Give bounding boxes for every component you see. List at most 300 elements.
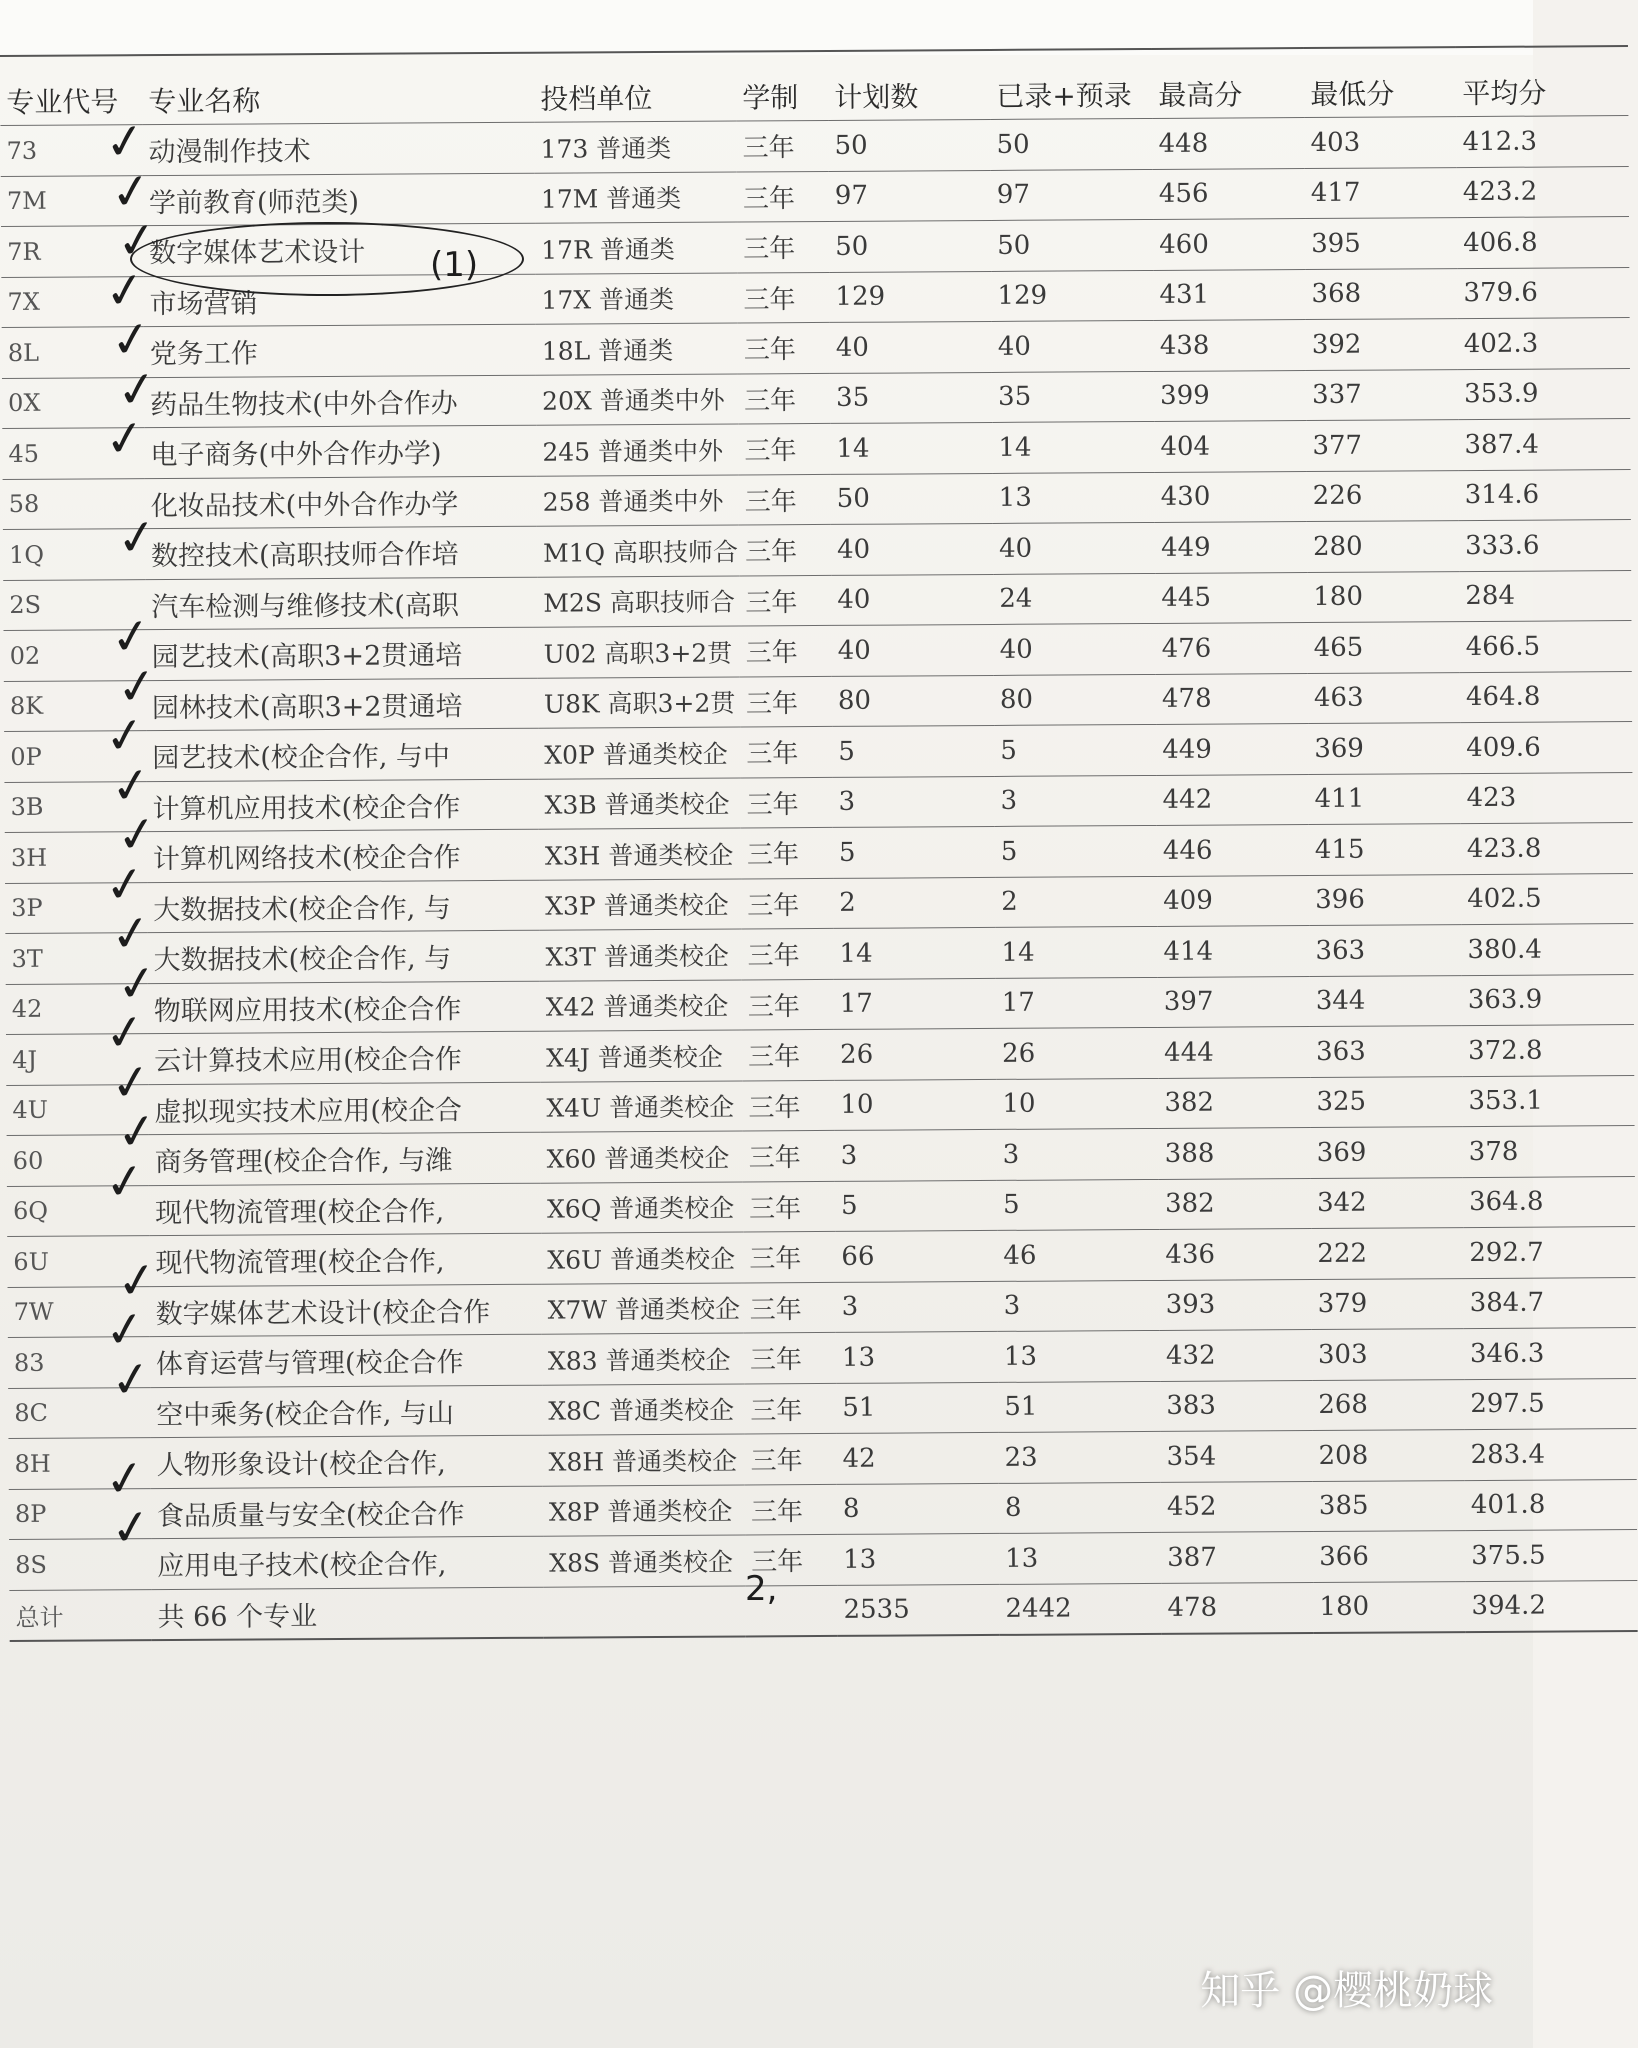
- cell-plan: 66: [835, 1230, 997, 1281]
- cell-min: 377: [1306, 420, 1458, 471]
- cell-min: 395: [1305, 218, 1457, 269]
- cell-avg: 406.8: [1457, 217, 1629, 269]
- cell-min: 366: [1313, 1531, 1465, 1582]
- cell-system: 三年: [744, 1383, 836, 1434]
- cell-system: 三年: [740, 726, 832, 777]
- cell-avg: 423.8: [1461, 823, 1633, 875]
- cell-admitted: 40: [992, 320, 1154, 371]
- cell-unit: U02 高职3+2贯: [538, 626, 740, 678]
- cell-admitted: 5: [997, 1179, 1159, 1230]
- cell-name: 化妆品技术(中外合作办学: [145, 476, 537, 529]
- cell-admitted: 13: [998, 1330, 1160, 1381]
- cell-code: 3T: [5, 933, 147, 984]
- checkmark-icon: ✓: [113, 804, 161, 866]
- cell-min: 396: [1309, 874, 1461, 925]
- cell-code: 8L: [2, 327, 144, 378]
- cell-unit: M2S 高职技师合: [537, 575, 739, 627]
- cell-system: 三年: [741, 827, 833, 878]
- cell-name: 园艺技术(校企合作, 与中: [146, 728, 538, 781]
- cell-admitted: 23: [998, 1431, 1160, 1482]
- cell-max: 452: [1161, 1481, 1313, 1532]
- cell-plan: 14: [830, 422, 992, 473]
- cell-max: 446: [1157, 825, 1309, 876]
- cell-max: 478: [1156, 673, 1308, 724]
- cell-system: 三年: [742, 979, 834, 1030]
- checkmark-icon: ✓: [101, 1299, 149, 1361]
- cell-avg: 379.6: [1457, 267, 1629, 319]
- total-name: 共 66 个专业: [151, 1587, 543, 1640]
- cell-unit: X42 普通类校企: [540, 979, 742, 1031]
- cell-plan: 80: [832, 675, 994, 726]
- cell-code: 8P: [9, 1488, 151, 1539]
- cell-max: 442: [1156, 774, 1308, 825]
- cell-system: 三年: [744, 1332, 836, 1383]
- cell-avg: 283.4: [1464, 1429, 1636, 1481]
- cell-admitted: 129: [991, 270, 1153, 321]
- cell-name: 数字媒体艺术设计: [143, 223, 535, 276]
- cell-name: 商务管理(校企合作, 与潍: [149, 1132, 541, 1185]
- cell-avg: 423.2: [1457, 166, 1629, 218]
- table-header-row: [0, 46, 1628, 125]
- header-system: 学制: [736, 51, 828, 121]
- cell-system: 三年: [738, 322, 830, 373]
- total-avg: 394.2: [1465, 1580, 1637, 1632]
- cell-unit: X7W 普通类校企: [542, 1282, 744, 1334]
- cell-max: 448: [1152, 118, 1304, 169]
- cell-plan: 3: [836, 1281, 998, 1332]
- total-code: 总计: [9, 1589, 151, 1641]
- cell-admitted: 26: [996, 1027, 1158, 1078]
- checkmark-icon: ✓: [107, 1348, 155, 1411]
- checkmark-icon: ✓: [113, 1249, 161, 1312]
- cell-name: 云计算技术应用(校企合作: [148, 1031, 540, 1084]
- checkmark-icon: ✓: [113, 952, 161, 1015]
- cell-min: 280: [1307, 521, 1459, 572]
- cell-unit: X3H 普通类校企: [539, 828, 741, 880]
- cell-admitted: 8: [999, 1482, 1161, 1533]
- cell-min: 363: [1309, 925, 1461, 976]
- cell-unit: 245 普通类中外: [536, 424, 738, 476]
- cell-plan: 40: [832, 624, 994, 675]
- total-row: [9, 1580, 1637, 1641]
- cell-system: 三年: [739, 575, 831, 626]
- cell-plan: 50: [831, 473, 993, 524]
- cell-unit: 17X 普通类: [535, 272, 737, 324]
- checkmark-icon: ✓: [101, 408, 149, 470]
- cell-avg: 364.8: [1463, 1176, 1635, 1228]
- cell-name: 数控技术(高职技师合作培: [145, 526, 537, 579]
- cell-max: 404: [1154, 421, 1306, 472]
- cell-name: 人物形象设计(校企合作,: [150, 1435, 542, 1488]
- cell-min: 325: [1310, 1076, 1462, 1127]
- cell-avg: 401.8: [1465, 1479, 1637, 1531]
- cell-unit: X8P 普通类校企: [543, 1484, 745, 1536]
- cell-max: 436: [1159, 1229, 1311, 1280]
- total-admitted: 2442: [999, 1583, 1161, 1635]
- cell-avg: 380.4: [1461, 924, 1633, 976]
- cell-unit: X0P 普通类校企: [538, 727, 740, 779]
- cell-unit: X8H 普通类校企: [542, 1434, 744, 1486]
- cell-max: 430: [1155, 471, 1307, 522]
- cell-plan: 129: [829, 271, 991, 322]
- cell-plan: 3: [835, 1129, 997, 1180]
- cell-avg: 363.9: [1462, 974, 1634, 1026]
- cell-admitted: 13: [993, 472, 1155, 523]
- cell-system: 三年: [744, 1433, 836, 1484]
- cell-code: 7R: [1, 226, 143, 277]
- cell-system: 三年: [742, 1029, 834, 1080]
- checkmark-icon: ✓: [101, 853, 149, 916]
- checkmark-icon: ✓: [101, 1002, 149, 1064]
- cell-max: 393: [1160, 1279, 1312, 1330]
- cell-unit: X3P 普通类校企: [539, 878, 741, 930]
- cell-name: 空中乘务(校企合作, 与山: [150, 1385, 542, 1438]
- checkmark-icon: ✓: [107, 606, 155, 668]
- cell-name: 体育运营与管理(校企合作: [150, 1334, 542, 1387]
- checkmark-icon: ✓: [113, 358, 161, 421]
- cell-system: 三年: [741, 928, 833, 979]
- cell-code: 60: [7, 1135, 149, 1186]
- cell-plan: 40: [830, 321, 992, 372]
- cell-min: 417: [1305, 167, 1457, 218]
- cell-name: 应用电子技术(校企合作,: [151, 1536, 543, 1589]
- cell-admitted: 80: [994, 674, 1156, 725]
- cell-admitted: 14: [992, 421, 1154, 472]
- cell-system: 三年: [739, 524, 831, 575]
- cell-unit: X6U 普通类校企: [541, 1232, 743, 1284]
- checkmark-icon: ✓: [107, 1497, 155, 1559]
- cell-unit: 20X 普通类中外: [536, 373, 738, 425]
- cell-avg: 375.5: [1465, 1530, 1637, 1582]
- cell-unit: M1Q 高职技师合: [537, 525, 739, 577]
- header-unit: 投档单位: [534, 52, 736, 123]
- cell-avg: 297.5: [1464, 1378, 1636, 1430]
- cell-max: 444: [1158, 1027, 1310, 1078]
- cell-code: 7M: [1, 175, 143, 226]
- cell-code: 4J: [6, 1034, 148, 1085]
- cell-max: 445: [1155, 572, 1307, 623]
- cell-code: 8S: [9, 1539, 151, 1590]
- cell-avg: 384.7: [1463, 1277, 1635, 1329]
- cell-max: 460: [1153, 219, 1305, 270]
- cell-system: 三年: [737, 221, 829, 272]
- cell-max: 387: [1161, 1532, 1313, 1583]
- cell-avg: 409.6: [1460, 722, 1632, 774]
- cell-admitted: 13: [999, 1532, 1161, 1583]
- total-unit: [543, 1585, 745, 1637]
- header-name: 专业名称: [142, 53, 534, 125]
- cell-min: 222: [1311, 1228, 1463, 1279]
- cell-code: 02: [4, 630, 146, 681]
- total-plan: 2535: [837, 1584, 999, 1636]
- cell-admitted: 14: [995, 926, 1157, 977]
- cell-unit: 17R 普通类: [535, 222, 737, 274]
- checkmark-icon: ✓: [107, 160, 155, 223]
- cell-code: 8H: [8, 1438, 150, 1489]
- cell-plan: 14: [833, 927, 995, 978]
- cell-system: 三年: [738, 373, 830, 424]
- cell-unit: 17M 普通类: [535, 172, 737, 224]
- header-avg: 平均分: [1456, 46, 1628, 117]
- cell-admitted: 40: [993, 522, 1155, 573]
- checkmark-icon: ✓: [107, 309, 155, 371]
- checkmark-icon: ✓: [101, 111, 149, 173]
- cell-avg: 353.1: [1462, 1075, 1634, 1127]
- cell-min: 369: [1308, 723, 1460, 774]
- cell-code: 6U: [7, 1236, 149, 1287]
- cell-plan: 13: [836, 1331, 998, 1382]
- cell-name: 学前教育(师范类): [143, 173, 535, 226]
- cell-max: 382: [1159, 1178, 1311, 1229]
- cell-plan: 10: [834, 1079, 996, 1130]
- checkmark-icon: ✓: [113, 210, 161, 272]
- cell-unit: X4J 普通类校企: [540, 1030, 742, 1082]
- cell-unit: U8K 高职3+2贯: [538, 676, 740, 728]
- cell-plan: 26: [834, 1028, 996, 1079]
- cell-code: 45: [2, 428, 144, 479]
- header-code: 专业代号: [0, 55, 142, 125]
- cell-code: 6Q: [7, 1185, 149, 1236]
- cell-avg: 284: [1459, 570, 1631, 622]
- cell-min: 303: [1312, 1329, 1464, 1380]
- cell-min: 337: [1306, 369, 1458, 420]
- cell-name: 数字媒体艺术设计(校企合作: [150, 1284, 542, 1337]
- cell-max: 397: [1158, 976, 1310, 1027]
- cell-unit: X3T 普通类校企: [539, 929, 741, 981]
- cell-system: 三年: [737, 171, 829, 222]
- cell-min: 344: [1310, 975, 1462, 1026]
- cell-max: 432: [1160, 1330, 1312, 1381]
- cell-min: 342: [1311, 1177, 1463, 1228]
- cell-avg: 402.5: [1461, 873, 1633, 925]
- cell-avg: 314.6: [1459, 469, 1631, 521]
- cell-name: 现代物流管理(校企合作,: [149, 1233, 541, 1286]
- checkmark-icon: ✓: [107, 1051, 155, 1114]
- cell-avg: 466.5: [1459, 621, 1631, 673]
- total-max: 478: [1161, 1582, 1313, 1634]
- cell-plan: 40: [831, 523, 993, 574]
- cell-plan: 3: [832, 776, 994, 827]
- total-min: 180: [1313, 1581, 1465, 1633]
- cell-min: 411: [1308, 773, 1460, 824]
- cell-admitted: 24: [993, 573, 1155, 624]
- cell-min: 268: [1312, 1379, 1464, 1430]
- cell-avg: 412.3: [1456, 116, 1628, 168]
- cell-max: 476: [1155, 623, 1307, 674]
- cell-system: 三年: [740, 676, 832, 727]
- cell-code: 0X: [2, 377, 144, 428]
- cell-plan: 40: [831, 574, 993, 625]
- cell-min: 403: [1304, 117, 1456, 168]
- cell-admitted: 5: [995, 825, 1157, 876]
- cell-code: 83: [8, 1337, 150, 1388]
- cell-max: 449: [1156, 724, 1308, 775]
- header-min: 最低分: [1304, 47, 1456, 117]
- cell-min: 415: [1309, 824, 1461, 875]
- cell-max: 399: [1154, 370, 1306, 421]
- cell-name: 大数据技术(校企合作, 与: [147, 930, 539, 983]
- cell-code: 3B: [4, 781, 146, 832]
- cell-min: 369: [1311, 1127, 1463, 1178]
- cell-min: 392: [1306, 319, 1458, 370]
- cell-min: 465: [1307, 622, 1459, 673]
- checkmark-icon: ✓: [113, 507, 161, 569]
- cell-admitted: 17: [996, 977, 1158, 1028]
- pen-note-two: 2,: [745, 1569, 778, 1609]
- cell-avg: 378: [1463, 1126, 1635, 1178]
- cell-admitted: 35: [992, 371, 1154, 422]
- cell-avg: 423: [1460, 772, 1632, 824]
- cell-plan: 17: [834, 978, 996, 1029]
- cell-name: 园林技术(高职3+2贯通培: [146, 678, 538, 731]
- cell-code: 3H: [5, 832, 147, 883]
- cell-unit: X8C 普通类校企: [542, 1383, 744, 1435]
- cell-admitted: 97: [991, 169, 1153, 220]
- cell-max: 382: [1158, 1077, 1310, 1128]
- cell-plan: 2: [833, 877, 995, 928]
- cell-system: 三年: [740, 777, 832, 828]
- cell-unit: X3B 普通类校企: [538, 777, 740, 829]
- cell-max: 354: [1160, 1431, 1312, 1482]
- cell-unit: 173 普通类: [534, 121, 736, 173]
- cell-system: 三年: [743, 1231, 835, 1282]
- cell-plan: 97: [829, 170, 991, 221]
- cell-min: 463: [1308, 672, 1460, 723]
- cell-min: 368: [1305, 268, 1457, 319]
- cell-admitted: 5: [994, 724, 1156, 775]
- cell-min: 208: [1312, 1430, 1464, 1481]
- cell-plan: 8: [837, 1483, 999, 1534]
- cell-admitted: 50: [990, 118, 1152, 169]
- cell-plan: 35: [830, 372, 992, 423]
- header-admitted: 已录+预录: [990, 49, 1152, 119]
- cell-system: 三年: [744, 1282, 836, 1333]
- cell-name: 汽车检测与维修技术(高职: [145, 577, 537, 630]
- cell-name: 党务工作: [144, 324, 536, 377]
- checkmark-icon: ✓: [101, 1447, 149, 1510]
- cell-name: 虚拟现实技术应用(校企合: [148, 1082, 540, 1135]
- cell-admitted: 46: [997, 1229, 1159, 1280]
- cell-avg: 292.7: [1463, 1227, 1635, 1279]
- cell-system: 三年: [745, 1484, 837, 1535]
- pen-note-circled: (1): [430, 245, 479, 285]
- cell-max: 414: [1157, 926, 1309, 977]
- cell-unit: X4U 普通类校企: [540, 1080, 742, 1132]
- watermark-text: 知乎 @樱桃奶球: [1200, 1968, 1493, 2014]
- cell-name: 计算机网络技术(校企合作: [147, 829, 539, 882]
- cell-max: 383: [1160, 1380, 1312, 1431]
- cell-max: 438: [1154, 320, 1306, 371]
- cell-code: 4U: [6, 1084, 148, 1135]
- cell-name: 园艺技术(高职3+2贯通培: [146, 627, 538, 680]
- cell-min: 379: [1312, 1278, 1464, 1329]
- cell-name: 药品生物技术(中外合作办: [144, 375, 536, 428]
- cell-system: 三年: [745, 1534, 837, 1585]
- cell-unit: X83 普通类校企: [542, 1333, 744, 1385]
- header-max: 最高分: [1152, 48, 1304, 118]
- cell-max: 449: [1155, 522, 1307, 573]
- checkmark-icon: ✓: [107, 754, 155, 817]
- cell-name: 计算机应用技术(校企合作: [146, 779, 538, 832]
- cell-plan: 5: [832, 725, 994, 776]
- cell-admitted: 51: [998, 1381, 1160, 1432]
- cell-max: 456: [1153, 168, 1305, 219]
- cell-admitted: 3: [994, 775, 1156, 826]
- cell-min: 385: [1313, 1480, 1465, 1531]
- cell-admitted: 10: [996, 1078, 1158, 1129]
- cell-system: 三年: [737, 272, 829, 323]
- cell-plan: 5: [833, 826, 995, 877]
- cell-code: 1Q: [3, 529, 145, 580]
- cell-plan: 5: [835, 1180, 997, 1231]
- checkmark-icon: ✓: [113, 655, 161, 718]
- cell-plan: 42: [836, 1432, 998, 1483]
- cell-code: 58: [3, 478, 145, 529]
- cell-code: 8C: [8, 1387, 150, 1438]
- cell-code: 2S: [3, 579, 145, 630]
- cell-name: 电子商务(中外合作办学): [144, 425, 536, 478]
- cell-system: 三年: [738, 423, 830, 474]
- cell-unit: X60 普通类校企: [541, 1131, 743, 1183]
- checkmark-icon: ✓: [101, 259, 149, 322]
- cell-system: 三年: [741, 878, 833, 929]
- cell-name: 现代物流管理(校企合作,: [149, 1183, 541, 1236]
- cell-min: 226: [1307, 470, 1459, 521]
- cell-plan: 13: [837, 1533, 999, 1584]
- cell-name: 市场营销: [143, 274, 535, 327]
- cell-plan: 50: [828, 119, 990, 170]
- cell-min: 180: [1307, 571, 1459, 622]
- cell-code: 73: [0, 125, 142, 176]
- checkmark-icon: ✓: [101, 705, 149, 767]
- cell-code: 7X: [1, 276, 143, 327]
- cell-code: 7W: [8, 1286, 150, 1337]
- cell-name: 食品质量与安全(校企合作: [151, 1486, 543, 1539]
- cell-system: 三年: [742, 1080, 834, 1131]
- cell-name: 动漫制作技术: [142, 122, 534, 175]
- cell-max: 409: [1157, 875, 1309, 926]
- cell-system: 三年: [736, 120, 828, 171]
- cell-code: 0P: [4, 731, 146, 782]
- cell-admitted: 50: [991, 219, 1153, 270]
- cell-system: 三年: [739, 474, 831, 525]
- cell-plan: 51: [836, 1382, 998, 1433]
- header-plan: 计划数: [828, 50, 990, 120]
- cell-system: 三年: [743, 1130, 835, 1181]
- cell-avg: 333.6: [1459, 520, 1631, 572]
- checkmark-icon: ✓: [107, 903, 155, 965]
- cell-name: 大数据技术(校企合作, 与: [147, 880, 539, 933]
- cell-system: 三年: [743, 1181, 835, 1232]
- cell-avg: 346.3: [1464, 1328, 1636, 1380]
- cell-avg: 402.3: [1458, 318, 1630, 370]
- cell-code: 8K: [4, 680, 146, 731]
- cell-max: 431: [1153, 269, 1305, 320]
- cell-admitted: 2: [995, 876, 1157, 927]
- cell-name: 物联网应用技术(校企合作: [148, 981, 540, 1034]
- cell-unit: 258 普通类中外: [537, 474, 739, 526]
- cell-avg: 372.8: [1462, 1025, 1634, 1077]
- cell-min: 363: [1310, 1026, 1462, 1077]
- cell-code: 42: [6, 983, 148, 1034]
- checkmark-icon: ✓: [113, 1101, 161, 1163]
- cell-admitted: 3: [997, 1128, 1159, 1179]
- cell-max: 388: [1159, 1128, 1311, 1179]
- cell-avg: 387.4: [1458, 419, 1630, 471]
- cell-admitted: 40: [993, 623, 1155, 674]
- checkmark-icon: ✓: [101, 1150, 149, 1213]
- cell-avg: 353.9: [1458, 368, 1630, 420]
